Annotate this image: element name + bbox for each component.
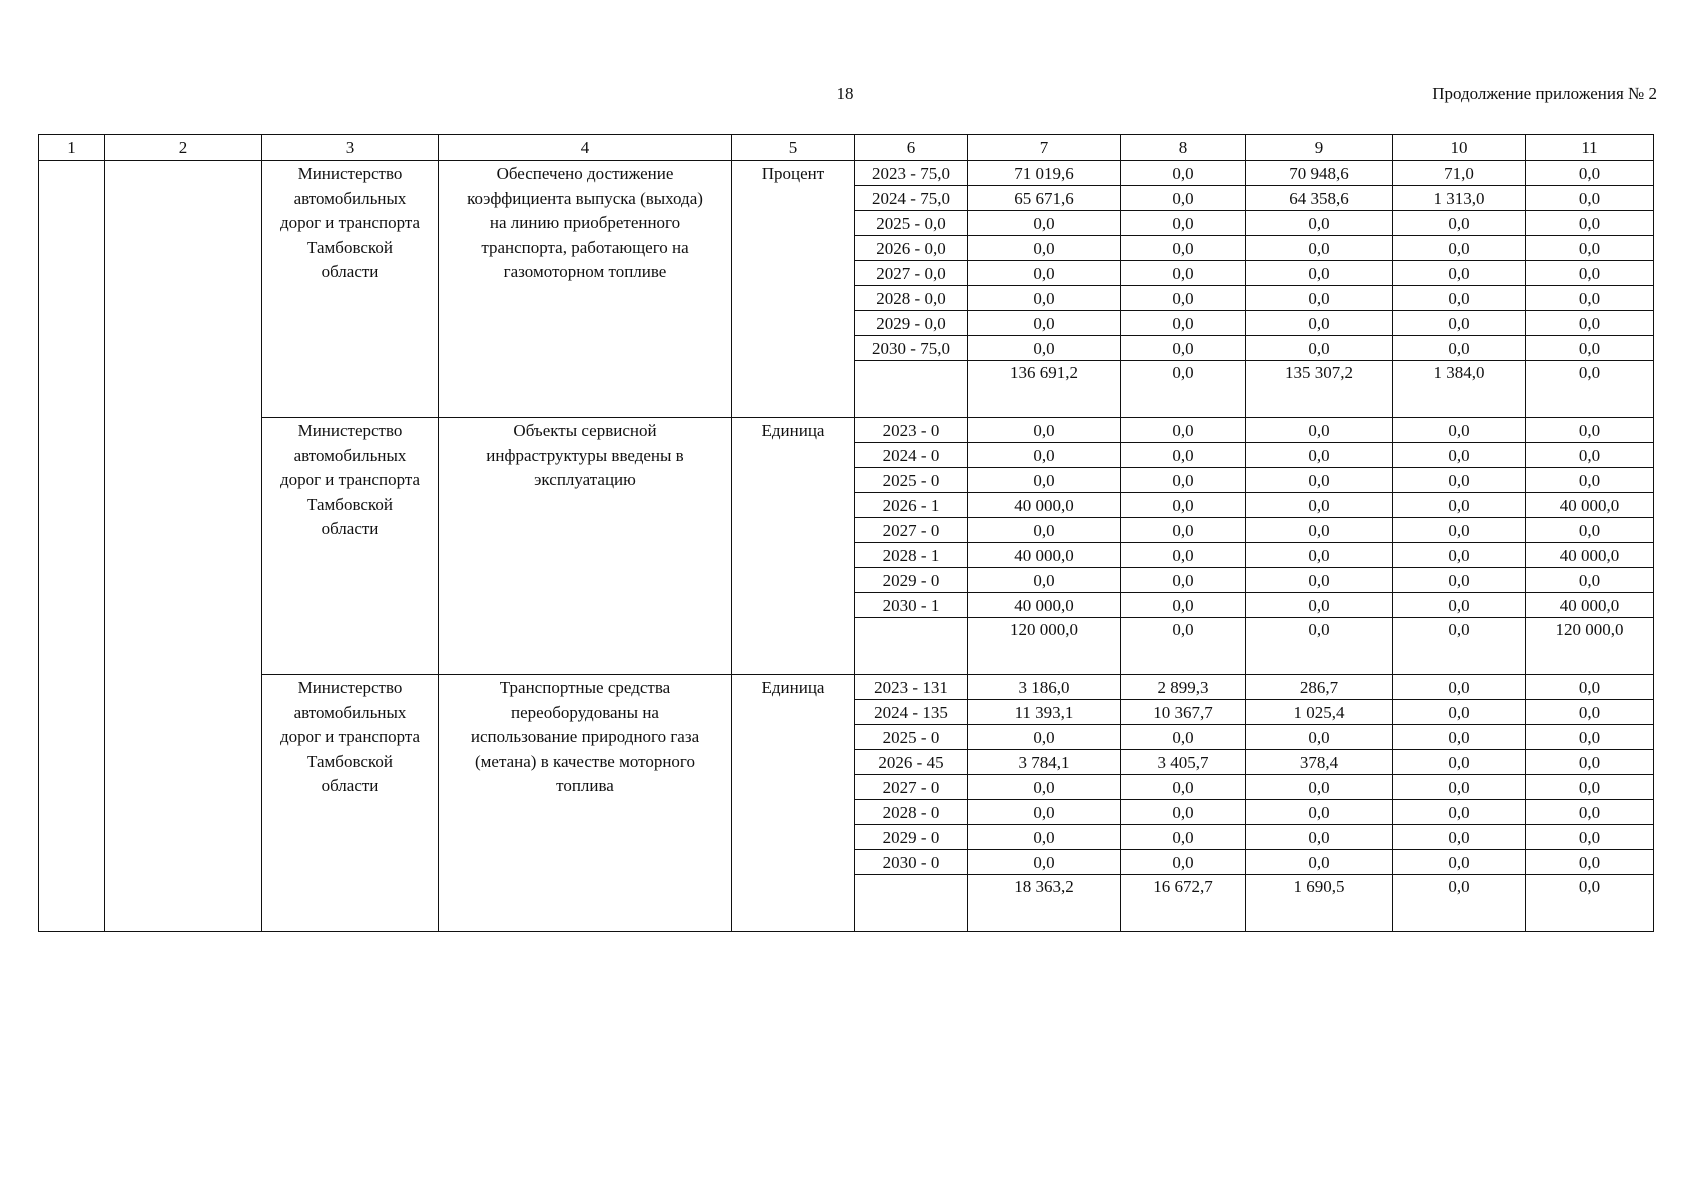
ministry-line: Тамбовской xyxy=(307,494,393,514)
amount-cell: 0,0 xyxy=(1246,418,1393,443)
result-line: газомоторном топливе xyxy=(503,262,667,281)
amount-cell: 40 000,0 xyxy=(1526,493,1654,518)
amount-cell: 0,0 xyxy=(1246,800,1393,825)
unit-cell: Единица xyxy=(732,418,855,675)
total-amount-cell: 1 384,0 xyxy=(1393,361,1526,418)
amount-cell: 0,0 xyxy=(1393,286,1526,311)
amount-cell: 0,0 xyxy=(1246,725,1393,750)
amount-cell: 0,0 xyxy=(1246,775,1393,800)
amount-cell: 0,0 xyxy=(1526,775,1654,800)
amount-cell: 0,0 xyxy=(1246,493,1393,518)
year-value-cell: 2023 - 0 xyxy=(855,418,968,443)
year-value-cell: 2027 - 0,0 xyxy=(855,261,968,286)
amount-cell: 0,0 xyxy=(1393,700,1526,725)
result-line: инфраструктуры введены в xyxy=(486,445,684,465)
ministry-line: дорог и транспорта xyxy=(279,727,421,746)
amount-cell: 40 000,0 xyxy=(1526,543,1654,568)
amount-cell: 0,0 xyxy=(968,725,1121,750)
amount-cell: 0,0 xyxy=(1393,443,1526,468)
total-amount-cell: 120 000,0 xyxy=(968,618,1121,675)
amount-cell: 0,0 xyxy=(968,236,1121,261)
amount-cell: 0,0 xyxy=(1393,261,1526,286)
amount-cell: 71 019,6 xyxy=(968,161,1121,186)
result-line: использование природного газа xyxy=(470,727,700,746)
column-number: 4 xyxy=(439,135,732,161)
ministry-cell xyxy=(262,675,439,932)
amount-cell: 0,0 xyxy=(1121,568,1246,593)
amount-cell: 0,0 xyxy=(1526,800,1654,825)
total-amount-cell: 0,0 xyxy=(1246,618,1393,675)
amount-cell: 0,0 xyxy=(968,568,1121,593)
amount-cell: 0,0 xyxy=(1121,518,1246,543)
ministry-line: дорог и транспорта xyxy=(279,470,421,489)
result-line: (метана) в качестве моторного xyxy=(475,751,695,771)
total-label-cell xyxy=(855,361,968,418)
amount-cell: 0,0 xyxy=(1393,593,1526,618)
result-cell xyxy=(439,418,732,675)
amount-cell: 0,0 xyxy=(1121,311,1246,336)
amount-cell: 64 358,6 xyxy=(1246,186,1393,211)
amount-cell: 0,0 xyxy=(1121,593,1246,618)
ministry-line: области xyxy=(321,519,379,538)
amount-cell: 0,0 xyxy=(968,518,1121,543)
amount-cell: 0,0 xyxy=(1121,800,1246,825)
amount-cell: 70 948,6 xyxy=(1246,161,1393,186)
amount-cell: 0,0 xyxy=(1526,850,1654,875)
result-line: Транспортные средства xyxy=(499,678,671,697)
amount-cell: 0,0 xyxy=(1526,568,1654,593)
amount-cell: 0,0 xyxy=(1393,568,1526,593)
year-value-cell: 2027 - 0 xyxy=(855,775,968,800)
amount-cell: 0,0 xyxy=(1526,161,1654,186)
amount-cell: 0,0 xyxy=(1393,725,1526,750)
year-value-cell: 2023 - 131 xyxy=(855,675,968,700)
amount-cell: 3 186,0 xyxy=(968,675,1121,700)
ministry-line: автомобильных xyxy=(293,702,407,722)
year-value-cell: 2030 - 1 xyxy=(855,593,968,618)
amount-cell: 0,0 xyxy=(1526,443,1654,468)
amount-cell: 0,0 xyxy=(1393,418,1526,443)
amount-cell: 0,0 xyxy=(1121,443,1246,468)
amount-cell: 0,0 xyxy=(1393,236,1526,261)
amount-cell: 0,0 xyxy=(1526,236,1654,261)
total-amount-cell: 0,0 xyxy=(1393,618,1526,675)
amount-cell: 10 367,7 xyxy=(1121,700,1246,725)
result-line: на линию приобретенного xyxy=(489,213,681,232)
total-amount-cell: 0,0 xyxy=(1121,618,1246,675)
amount-cell: 0,0 xyxy=(1121,286,1246,311)
ministry-cell xyxy=(262,161,439,418)
amount-cell: 0,0 xyxy=(1393,775,1526,800)
amount-cell: 0,0 xyxy=(968,261,1121,286)
amount-cell: 0,0 xyxy=(968,418,1121,443)
amount-cell: 0,0 xyxy=(1246,468,1393,493)
year-value-cell: 2029 - 0 xyxy=(855,568,968,593)
amount-cell: 0,0 xyxy=(1526,700,1654,725)
result-line: Объекты сервисной xyxy=(513,421,657,440)
amount-cell: 1 025,4 xyxy=(1246,700,1393,725)
amount-cell: 0,0 xyxy=(1121,493,1246,518)
total-amount-cell: 120 000,0 xyxy=(1526,618,1654,675)
page-number: 18 xyxy=(836,84,854,103)
amount-cell: 0,0 xyxy=(1393,518,1526,543)
amount-cell: 0,0 xyxy=(1246,336,1393,361)
column-1-cell xyxy=(39,161,105,418)
year-value-cell: 2030 - 75,0 xyxy=(855,336,968,361)
year-value-cell: 2025 - 0,0 xyxy=(855,211,968,236)
amount-cell: 40 000,0 xyxy=(968,493,1121,518)
column-number: 1 xyxy=(39,135,105,161)
ministry-cell xyxy=(262,418,439,675)
result-line: эксплуатацию xyxy=(534,470,636,489)
amount-cell: 0,0 xyxy=(1526,286,1654,311)
amount-cell: 2 899,3 xyxy=(1121,675,1246,700)
total-amount-cell: 1 690,5 xyxy=(1246,875,1393,932)
amount-cell: 0,0 xyxy=(968,850,1121,875)
result-line: транспорта, работающего на xyxy=(481,237,689,257)
result-line: коэффициента выпуска (выхода) xyxy=(467,188,703,208)
amount-cell: 0,0 xyxy=(1121,236,1246,261)
column-number: 3 xyxy=(262,135,439,161)
amount-cell: 0,0 xyxy=(1393,311,1526,336)
year-value-cell: 2024 - 75,0 xyxy=(855,186,968,211)
year-value-cell: 2024 - 135 xyxy=(855,700,968,725)
total-amount-cell: 16 672,7 xyxy=(1121,875,1246,932)
amount-cell: 0,0 xyxy=(968,311,1121,336)
result-cell xyxy=(439,161,732,418)
amount-cell: 0,0 xyxy=(1121,850,1246,875)
unit-cell: Единица xyxy=(732,675,855,932)
result-line: переоборудованы на xyxy=(511,702,659,722)
amount-cell: 0,0 xyxy=(1121,825,1246,850)
total-label-cell xyxy=(855,875,968,932)
amount-cell: 378,4 xyxy=(1246,750,1393,775)
year-value-cell: 2025 - 0 xyxy=(855,725,968,750)
amount-cell: 0,0 xyxy=(1246,236,1393,261)
amount-cell: 40 000,0 xyxy=(968,543,1121,568)
amount-cell: 3 784,1 xyxy=(968,750,1121,775)
total-amount-cell: 135 307,2 xyxy=(1246,361,1393,418)
amount-cell: 286,7 xyxy=(1246,675,1393,700)
result-line: топлива xyxy=(556,776,614,795)
amount-cell: 0,0 xyxy=(1526,468,1654,493)
total-label-cell xyxy=(855,618,968,675)
amount-cell: 0,0 xyxy=(968,800,1121,825)
amount-cell: 0,0 xyxy=(1121,336,1246,361)
table-body xyxy=(39,161,1654,932)
amount-cell: 0,0 xyxy=(1246,850,1393,875)
amount-cell: 0,0 xyxy=(1393,468,1526,493)
amount-cell: 0,0 xyxy=(1393,750,1526,775)
column-1-cell xyxy=(39,675,105,932)
ministry-line: Тамбовской xyxy=(307,237,393,257)
year-value-cell: 2024 - 0 xyxy=(855,443,968,468)
column-number: 8 xyxy=(1121,135,1246,161)
amount-cell: 0,0 xyxy=(1121,261,1246,286)
year-value-cell: 2029 - 0 xyxy=(855,825,968,850)
amount-cell: 71,0 xyxy=(1393,161,1526,186)
column-2-cell xyxy=(105,418,262,675)
amount-cell: 0,0 xyxy=(1393,211,1526,236)
amount-cell: 0,0 xyxy=(1526,825,1654,850)
amount-cell: 0,0 xyxy=(968,336,1121,361)
amount-cell: 0,0 xyxy=(1393,850,1526,875)
amount-cell: 0,0 xyxy=(1246,261,1393,286)
table-row xyxy=(39,161,1654,186)
amount-cell: 0,0 xyxy=(1121,161,1246,186)
total-amount-cell: 136 691,2 xyxy=(968,361,1121,418)
ministry-line: Тамбовской xyxy=(307,751,393,771)
amount-cell: 0,0 xyxy=(1393,336,1526,361)
column-number: 11 xyxy=(1526,135,1654,161)
amount-cell: 0,0 xyxy=(1121,211,1246,236)
total-amount-cell: 18 363,2 xyxy=(968,875,1121,932)
year-value-cell: 2026 - 0,0 xyxy=(855,236,968,261)
total-amount-cell: 0,0 xyxy=(1526,361,1654,418)
ministry-line: области xyxy=(321,262,379,281)
report-table-container xyxy=(38,134,1653,932)
ministry-line: автомобильных xyxy=(293,445,407,465)
amount-cell: 40 000,0 xyxy=(1526,593,1654,618)
amount-cell: 0,0 xyxy=(1526,750,1654,775)
ministry-line: Министерство xyxy=(297,164,403,183)
table-row xyxy=(39,418,1654,443)
amount-cell: 40 000,0 xyxy=(968,593,1121,618)
column-number: 7 xyxy=(968,135,1121,161)
column-2-cell xyxy=(105,161,262,418)
amount-cell: 0,0 xyxy=(1246,518,1393,543)
amount-cell: 0,0 xyxy=(1246,568,1393,593)
amount-cell: 0,0 xyxy=(1526,336,1654,361)
amount-cell: 0,0 xyxy=(1526,418,1654,443)
year-value-cell: 2026 - 45 xyxy=(855,750,968,775)
amount-cell: 0,0 xyxy=(968,211,1121,236)
year-value-cell: 2028 - 0 xyxy=(855,800,968,825)
year-value-cell: 2023 - 75,0 xyxy=(855,161,968,186)
year-value-cell: 2026 - 1 xyxy=(855,493,968,518)
ministry-line: дорог и транспорта xyxy=(279,213,421,232)
year-value-cell: 2025 - 0 xyxy=(855,468,968,493)
year-value-cell: 2027 - 0 xyxy=(855,518,968,543)
column-number: 5 xyxy=(732,135,855,161)
amount-cell: 0,0 xyxy=(968,286,1121,311)
amount-cell: 65 671,6 xyxy=(968,186,1121,211)
amount-cell: 0,0 xyxy=(1526,725,1654,750)
amount-cell: 0,0 xyxy=(1526,261,1654,286)
amount-cell: 0,0 xyxy=(1246,543,1393,568)
table-row xyxy=(39,675,1654,700)
amount-cell: 0,0 xyxy=(1246,593,1393,618)
amount-cell: 0,0 xyxy=(1526,311,1654,336)
column-1-cell xyxy=(39,418,105,675)
amount-cell: 0,0 xyxy=(1246,825,1393,850)
continuation-caption: Продолжение приложения № 2 xyxy=(1432,84,1657,103)
result-cell xyxy=(439,675,732,932)
amount-cell: 0,0 xyxy=(1393,800,1526,825)
amount-cell: 0,0 xyxy=(1526,675,1654,700)
column-number-row xyxy=(39,135,1654,161)
report-table xyxy=(38,134,1654,932)
amount-cell: 0,0 xyxy=(968,443,1121,468)
column-number: 10 xyxy=(1393,135,1526,161)
year-value-cell: 2028 - 1 xyxy=(855,543,968,568)
result-line: Обеспечено достижение xyxy=(496,164,674,183)
amount-cell: 0,0 xyxy=(1393,825,1526,850)
unit-cell: Процент xyxy=(732,161,855,418)
amount-cell: 0,0 xyxy=(1121,186,1246,211)
amount-cell: 0,0 xyxy=(968,468,1121,493)
amount-cell: 0,0 xyxy=(1121,418,1246,443)
amount-cell: 0,0 xyxy=(1121,543,1246,568)
amount-cell: 0,0 xyxy=(1121,775,1246,800)
amount-cell: 3 405,7 xyxy=(1121,750,1246,775)
amount-cell: 0,0 xyxy=(1526,186,1654,211)
total-amount-cell: 0,0 xyxy=(1526,875,1654,932)
year-value-cell: 2028 - 0,0 xyxy=(855,286,968,311)
amount-cell: 0,0 xyxy=(1121,725,1246,750)
total-amount-cell: 0,0 xyxy=(1393,875,1526,932)
amount-cell: 0,0 xyxy=(968,825,1121,850)
amount-cell: 0,0 xyxy=(1526,211,1654,236)
amount-cell: 0,0 xyxy=(1121,468,1246,493)
ministry-line: Министерство xyxy=(297,678,403,697)
amount-cell: 0,0 xyxy=(968,775,1121,800)
column-2-cell xyxy=(105,675,262,932)
year-value-cell: 2029 - 0,0 xyxy=(855,311,968,336)
ministry-line: автомобильных xyxy=(293,188,407,208)
amount-cell: 0,0 xyxy=(1393,675,1526,700)
total-amount-cell: 0,0 xyxy=(1121,361,1246,418)
amount-cell: 0,0 xyxy=(1393,543,1526,568)
amount-cell: 0,0 xyxy=(1393,493,1526,518)
amount-cell: 1 313,0 xyxy=(1393,186,1526,211)
column-number: 9 xyxy=(1246,135,1393,161)
column-number: 2 xyxy=(105,135,262,161)
amount-cell: 0,0 xyxy=(1246,311,1393,336)
year-value-cell: 2030 - 0 xyxy=(855,850,968,875)
amount-cell: 11 393,1 xyxy=(968,700,1121,725)
ministry-line: области xyxy=(321,776,379,795)
amount-cell: 0,0 xyxy=(1246,211,1393,236)
amount-cell: 0,0 xyxy=(1526,518,1654,543)
ministry-line: Министерство xyxy=(297,421,403,440)
amount-cell: 0,0 xyxy=(1246,286,1393,311)
amount-cell: 0,0 xyxy=(1246,443,1393,468)
column-number: 6 xyxy=(855,135,968,161)
